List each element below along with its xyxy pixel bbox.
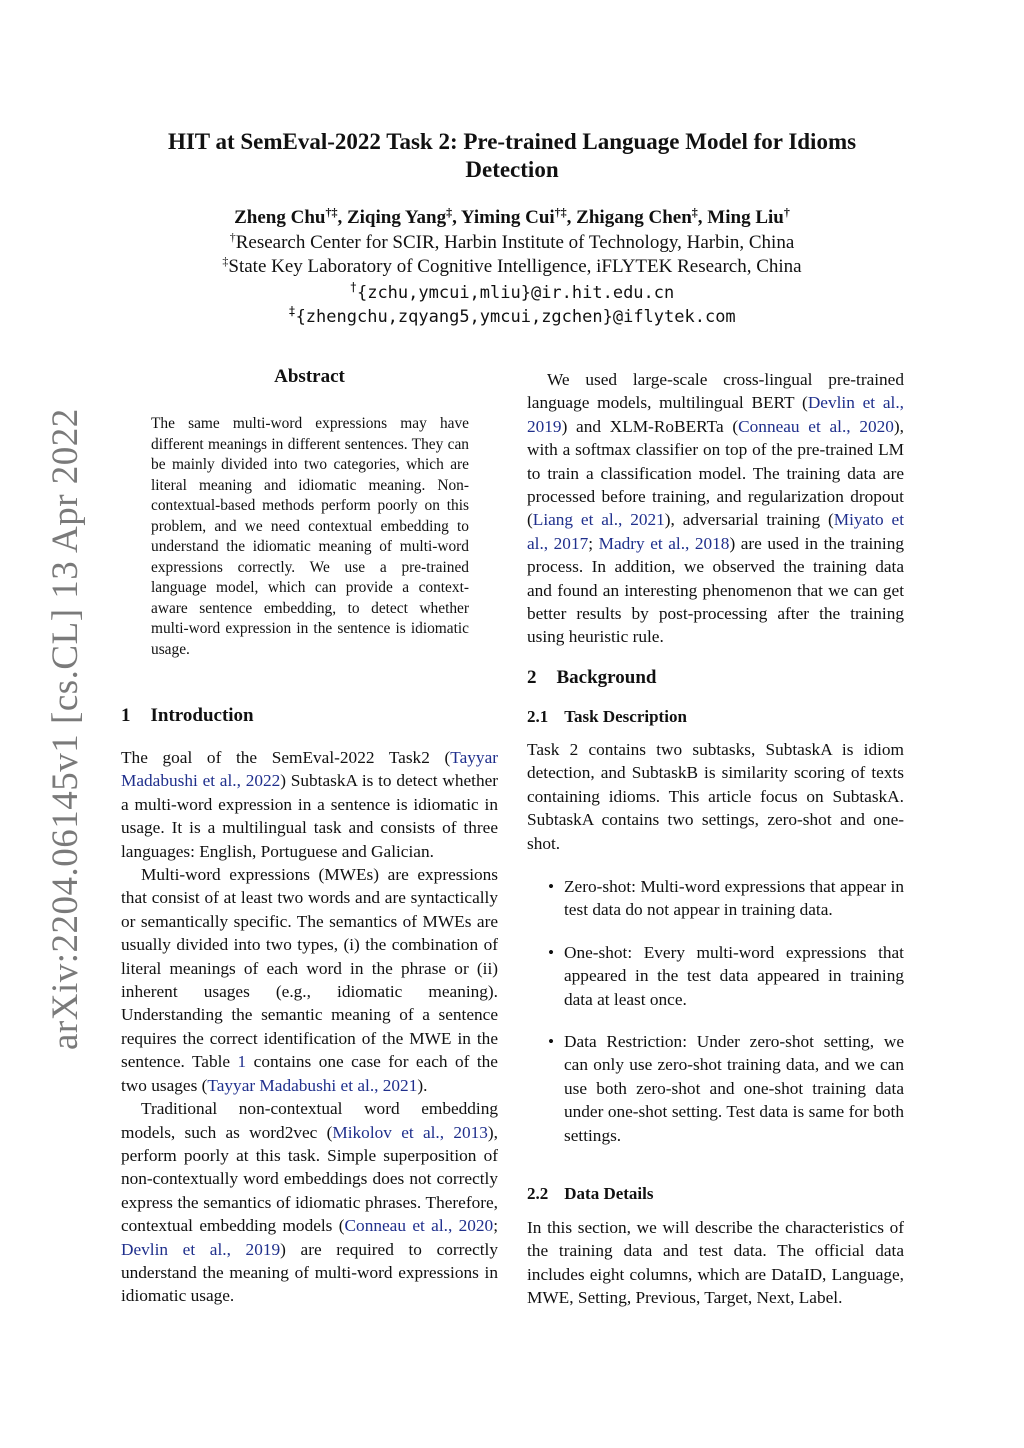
email-2-mark: ‡	[288, 304, 296, 318]
affiliation-2-mark: ‡	[222, 254, 229, 268]
email-1	[100, 281, 924, 305]
text-run: Traditional non-contextual word embedding models, such as word2vec (	[121, 1099, 498, 1142]
author-affiliation-mark: †	[783, 205, 790, 219]
text-run: ), perform poorly at this task. Simple superposition of non-contextually word embeddings does not correctly express the semantics of idiomatic phrases. Therefore, contextual embedding models (	[121, 1122, 498, 1236]
citation-link[interactable]: Conneau et al., 2020	[344, 1216, 494, 1236]
author-name: Zhigang Chen	[576, 207, 692, 228]
author-affiliation-mark: †‡	[325, 205, 338, 219]
citation-link[interactable]: Mikolov et al., 2013	[332, 1122, 488, 1142]
citation-link[interactable]: Conneau et al., 2020	[738, 416, 894, 436]
text-run: ) are used in the training process. In addition, we observed the training data and found an interesting phenomenon that we can get better results by post-processing after the training using heuristic rule.	[527, 533, 905, 647]
abstract-heading: Abstract	[274, 366, 345, 387]
settings-list	[527, 875, 904, 1147]
affiliation-1	[100, 231, 924, 255]
affiliation-1-mark: †	[229, 230, 236, 244]
citation-link[interactable]: Devlin et al., 2019	[527, 393, 904, 436]
email-1-text: {zchu,ymcui,mliu}@ir.hit.edu.cn	[356, 283, 675, 303]
author-separator: ,	[452, 207, 461, 228]
arxiv-identifier: arXiv:2204.06145v1 [cs.CL] 13 Apr 2022	[45, 408, 86, 1050]
citation-link[interactable]: Madry et al., 2018	[598, 533, 730, 553]
intro-paragraph-3	[121, 1097, 498, 1308]
section-2-1-title: Task Description	[564, 707, 687, 726]
author-affiliation-mark: †‡	[554, 205, 567, 219]
text-run: ) SubtaskA is to detect whether a multi-word expression in a sentence is idiomatic in usage. It is a multilingual task and consists of three languages: English, Portuguese and Galician.	[121, 771, 499, 861]
title-line-1: HIT at SemEval-2022 Task 2: Pre-trained Language Model for Idioms	[167, 129, 857, 154]
bullet-data-restriction: • Data Restriction: Under zero-shot setting, we can only use zero-shot training data, and we can use both zero-shot and one-shot training data under one-shot setting. Test data is same for both settings.	[527, 1030, 904, 1147]
email-2-text: {zhengchu,zqyang5,ymcui,zgchen}@iflytek.com	[295, 307, 736, 327]
author-list	[100, 206, 924, 230]
task-description-paragraph: Task 2 contains two subtasks, SubtaskA is idiom detection, and SubtaskB is similarity scoring of texts containing idioms. This article focus on SubtaskA. SubtaskA contains two settings, zero-shot and one-shot.	[527, 740, 904, 853]
text-run: Multi-word expressions (MWEs) are expressions that consist of at least two words and are syntactically or semantically specific. The semantics of MWEs are usually divided into two types, (i) the combination of literal meanings of each word in the phrase or (ii) inherent usages (e.g., idiomatic meaning). Understanding the semantic meaning of a sentence requires the correct identification of the MWE in the sentence. Table	[121, 865, 498, 1072]
text-run: ) and XLM-RoBERTa (	[561, 416, 739, 436]
task-description-body	[527, 738, 904, 855]
affiliation-1-text: Research Center for SCIR, Harbin Institute of Technology, Harbin, China	[235, 232, 795, 253]
author-name: Yiming Cui	[460, 207, 555, 228]
text-run: ), adversarial training (	[664, 510, 834, 530]
right-intro-body	[527, 368, 904, 649]
abstract-body: The same multi-word expressions may have different meanings in different sentences. They can be mainly divided into two categories, which are literal meaning and idiomatic meaning. Non-contextual-based methods perform poorly on this problem, and we need contextual embedding to understand the idiomatic meaning of multi-word expressions correctly. We use a pre-trained language model, which can provide a context-aware sentence embedding, to detect whether multi-word expression in the sentence is idiomatic usage.	[151, 415, 469, 658]
email-1-mark: †	[349, 280, 357, 294]
section-2-1-number: 2.1	[527, 707, 549, 726]
citation-link[interactable]: 1	[237, 1052, 247, 1072]
author-separator: ,	[566, 207, 577, 228]
title-line-2: Detection	[465, 157, 559, 182]
citation-link[interactable]: Liang et al., 2021	[532, 510, 665, 530]
bullet-one-shot: • One-shot: Every multi-word expressions that appeared in the test data appeared in training data at least once.	[527, 941, 904, 1011]
email-2	[100, 305, 924, 329]
text-run: ).	[417, 1075, 428, 1095]
text-run: ;	[588, 533, 599, 553]
citation-link[interactable]: Tayyar Madabushi et al., 2021	[207, 1075, 418, 1095]
affiliation-2-text: State Key Laboratory of Cognitive Intelligence, iFLYTEK Research, China	[228, 256, 802, 277]
text-run: contains one case for each of the two usages (	[121, 1052, 498, 1095]
text-run: ), with a softmax classifier on top of the pre-trained LM to train a classification model. The training data are processed before training, and regularization dropout (	[527, 416, 904, 530]
citation-link[interactable]: Miyato et al., 2017	[527, 510, 904, 553]
section-2-2-heading	[527, 1184, 904, 1204]
text-run: The goal of the SemEval-2022 Task2 (	[121, 748, 451, 767]
author-name: Ziqing Yang	[346, 207, 447, 228]
author-name: Ming Liu	[707, 207, 784, 228]
author-separator: ,	[337, 207, 347, 228]
intro-paragraph-4	[527, 368, 904, 649]
section-1-heading	[121, 705, 498, 727]
section-2-title: Background	[556, 667, 657, 688]
citation-link[interactable]: Devlin et al., 2019	[121, 1239, 281, 1259]
bullet-zero-shot: • Zero-shot: Multi-word expressions that appear in test data do not appear in training data.	[527, 875, 904, 922]
intro-paragraph-1	[121, 746, 498, 863]
section-2-1-heading	[527, 707, 904, 727]
data-details-body	[527, 1216, 904, 1310]
text-run: ;	[493, 1216, 498, 1236]
section-2-number: 2	[527, 667, 537, 688]
paper-title	[100, 128, 924, 184]
section-2-2-number: 2.2	[527, 1184, 549, 1203]
section-2-heading	[527, 667, 904, 689]
text-run: We used large-scale cross-lingual pre-trained language models, multilingual BERT (	[527, 370, 904, 413]
section-2-2-title: Data Details	[564, 1184, 654, 1203]
author-separator: ,	[697, 207, 708, 228]
affiliation-2	[100, 255, 924, 279]
author-affiliation-mark: ‡	[691, 205, 698, 219]
introduction-body	[121, 746, 498, 1308]
intro-paragraph-2	[121, 863, 498, 1097]
author-affiliation-mark: ‡	[446, 205, 453, 219]
author-name: Zheng Chu	[234, 207, 326, 228]
data-details-paragraph: In this section, we will describe the characteristics of the training data and test data. The official data includes eight columns, which are DataID, Language, MWE, Setting, Previous, Target, Next, Label.	[527, 1218, 904, 1308]
section-1-number: 1	[121, 705, 131, 726]
section-1-title: Introduction	[150, 705, 254, 726]
text-run: ) are required to correctly understand the meaning of multi-word expressions in idiomatic usage.	[121, 1239, 498, 1306]
citation-link[interactable]: Tayyar Madabushi et al., 2022	[121, 748, 498, 791]
